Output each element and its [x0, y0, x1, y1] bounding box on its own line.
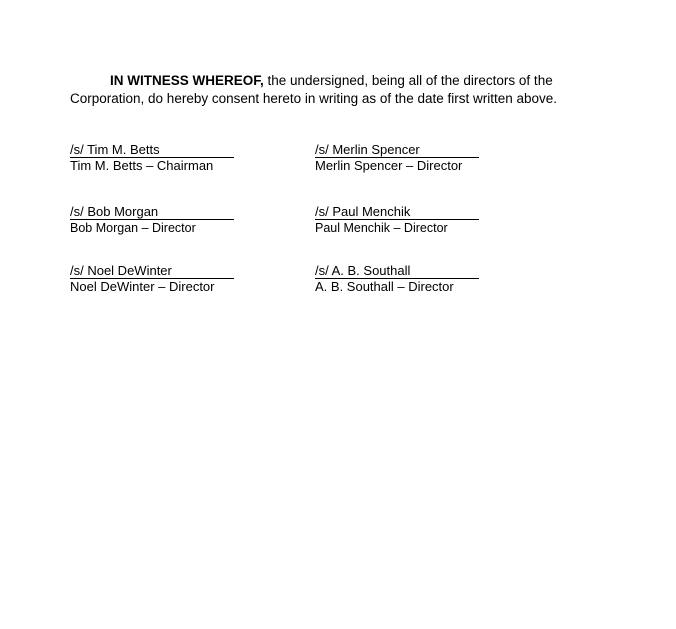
signature-block-dewinter [70, 264, 270, 295]
signature-line: /s/ Tim M. Betts [70, 143, 234, 158]
signature-line: /s/ Noel DeWinter [70, 264, 234, 279]
signatory-caption: Paul Menchik – Director [315, 221, 448, 235]
signature-block-spencer [315, 143, 515, 174]
signature-block-menchik [315, 205, 515, 236]
signatory-caption: Bob Morgan – Director [70, 221, 196, 235]
signature-line: /s/ A. B. Southall [315, 264, 479, 279]
consent-paragraph [70, 72, 590, 107]
signatory-caption: Merlin Spencer – Director [315, 158, 463, 173]
signature-line: /s/ Merlin Spencer [315, 143, 479, 158]
consent-text: the undersigned, being all of the directors of the Corporation, do hereby consent hereto in writing as of the date first written above. [70, 73, 558, 106]
signatory-caption: Tim M. Betts – Chairman [70, 158, 214, 173]
signature-block-southall [315, 264, 515, 295]
signatory-caption: Noel DeWinter – Director [70, 279, 215, 294]
signature-block-betts [70, 143, 270, 174]
signature-block-morgan [70, 205, 270, 236]
signature-line: /s/ Paul Menchik [315, 205, 479, 220]
signatory-caption: A. B. Southall – Director [315, 279, 454, 294]
signature-line: /s/ Bob Morgan [70, 205, 234, 220]
witness-heading: IN WITNESS WHEREOF, [110, 73, 264, 88]
